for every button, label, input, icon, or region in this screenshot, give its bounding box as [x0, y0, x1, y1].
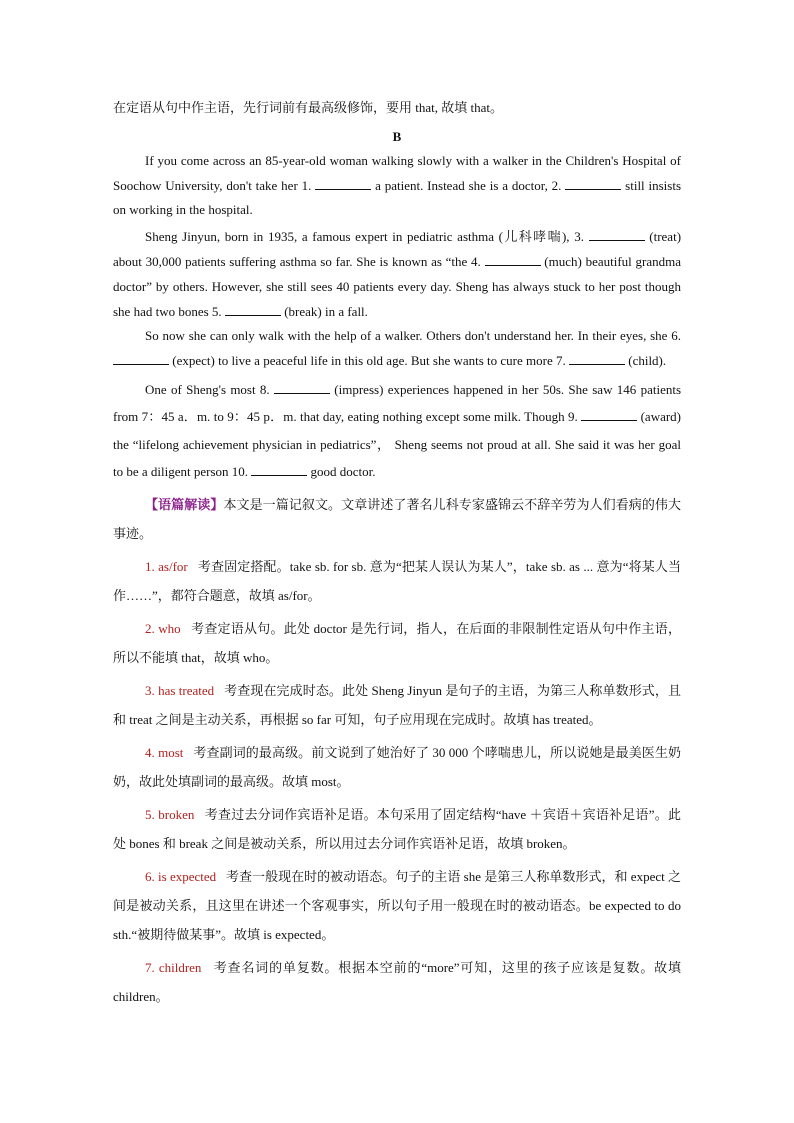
answer-explanation: 考查定语从句。此处 doctor 是先行词，指人，在后面的非限制性定语从句中作主语，所以不能填 that，故填 who。: [113, 620, 681, 665]
blank-3: [589, 229, 645, 241]
passage-paragraph-2: [113, 225, 681, 324]
passage-text: If you come across an 85-year-old woman walking slowly with a walker in the Children's Hospital of Soochow University, don't take her 1.: [113, 152, 681, 193]
passage-text: (treat) about 30,000 patients suffering asthma so far. She is known as “the 4.: [113, 229, 682, 269]
blank-8: [274, 382, 330, 394]
answer-list: [113, 552, 681, 1011]
answer-key: who: [158, 620, 181, 636]
passage-text: (child).: [628, 353, 667, 369]
answer-explanation: 考查固定搭配。take sb. for sb. 意为“把某人误认为某人”，take sb. as ... 意为“将某人当作……”，都符合题意，故填 as/for。: [113, 558, 682, 603]
answer-key: most: [158, 744, 184, 760]
blank-9: [581, 409, 637, 421]
answer-key: is expected: [158, 868, 217, 884]
answer-key: broken: [158, 806, 195, 822]
passage-text: good doctor.: [310, 464, 376, 480]
answer-key: as/for: [158, 558, 188, 574]
passage-text: (break) in a fall.: [284, 303, 368, 319]
passage-paragraph-3: [113, 324, 681, 374]
answer-item: [113, 738, 681, 796]
analysis-text: 本文是一篇记叙文。文章讲述了著名儿科专家盛锦云不辞辛劳为人们看病的伟大事迹。: [113, 496, 681, 541]
blank-1: [315, 178, 371, 190]
answer-item: [113, 953, 681, 1011]
top-line: 在定语从句中作主语，先行词前有最高级修饰，要用 that, 故填 that。: [113, 100, 503, 115]
answer-item: [113, 552, 681, 610]
passage-paragraph-1: [113, 149, 681, 223]
passage-text: (expect) to live a peaceful life in this old age. But she wants to cure more 7.: [172, 353, 566, 369]
passage-text: a patient. Instead she is a doctor, 2.: [375, 177, 562, 193]
answer-number: 3.: [145, 682, 159, 698]
answer-number: 7.: [145, 959, 159, 975]
passage-paragraph-4: [113, 376, 681, 486]
answer-item: [113, 676, 681, 734]
passage-text: (award) the “lifelong achievement physician in pediatrics”， Sheng seems not proud at all. She said it was her goal to be a diligent person 10.: [113, 409, 682, 480]
analysis-paragraph: [113, 490, 681, 548]
passage-text: Sheng Jinyun, born in 1935, a famous expert in pediatric asthma (儿科哮喘), 3.: [145, 229, 584, 245]
blank-4: [485, 254, 541, 266]
blank-5: [225, 304, 281, 316]
answer-number: 6.: [145, 868, 159, 884]
answer-explanation: 考查过去分词作宾语补足语。本句采用了固定结构“have ＋宾语＋宾语补足语”。此处 bones 和 break 之间是被动关系，所以用过去分词作宾语补足语，故填 broken。: [113, 806, 681, 851]
blank-10: [251, 464, 307, 476]
answer-number: 1.: [145, 558, 159, 574]
passage-text: (much) beautiful grandma doctor” by others. However, she still sees 40 patients every day. Sheng has always stuck to her post though she had two bones 5.: [113, 253, 682, 319]
passage-text: (impress) experiences happened in her 50s. She saw 146 patients from 7：45 a．m. to 9：45 p．m. that day, eating nothing except some milk. Though 9.: [113, 381, 682, 425]
answer-explanation: 考查一般现在时的被动语态。句子的主语 she 是第三人称单数形式，和 expect 之间是被动关系，且这里在讲述一个客观事实，所以句子用一般现在时的被动语态。be expected to do sth.“被期待做某事”。故填 is expected。: [113, 868, 681, 942]
answer-explanation: 考查名词的单复数。根据本空前的“more”可知，这里的孩子应该是复数。故填 children。: [113, 959, 682, 1004]
answer-key: has treated: [158, 682, 215, 698]
blank-7: [569, 353, 625, 365]
answer-explanation: 考查副词的最高级。前文说到了她治好了 30 000 个哮喘患儿，所以说她是最美医生奶奶，故此处填副词的最高级。故填 most。: [113, 744, 681, 789]
answer-explanation: 考查现在完成时态。此处 Sheng Jinyun 是句子的主语，为第三人称单数形式，且和 treat 之间是主动关系，再根据 so far 可知，句子应用现在完成时。故填 has treated。: [113, 682, 681, 727]
answer-number: 2.: [145, 620, 159, 636]
passage-text: still insists on working in the hospital.: [113, 177, 682, 218]
answer-key: children: [158, 959, 202, 975]
section-title: B: [392, 128, 402, 144]
blank-6: [113, 353, 169, 365]
answer-number: 5.: [145, 806, 159, 822]
passage-text: So now she can only walk with the help of a walker. Others don't understand her. In their eyes, she 6.: [145, 328, 681, 344]
passage-text: One of Sheng's most 8.: [145, 381, 270, 397]
analysis-label: 【语篇解读】: [145, 496, 224, 512]
answer-number: 4.: [145, 744, 159, 760]
answer-item: [113, 800, 681, 858]
answer-item: [113, 614, 681, 672]
document-content: [113, 96, 681, 1011]
blank-2: [565, 178, 621, 190]
answer-item: [113, 862, 681, 949]
